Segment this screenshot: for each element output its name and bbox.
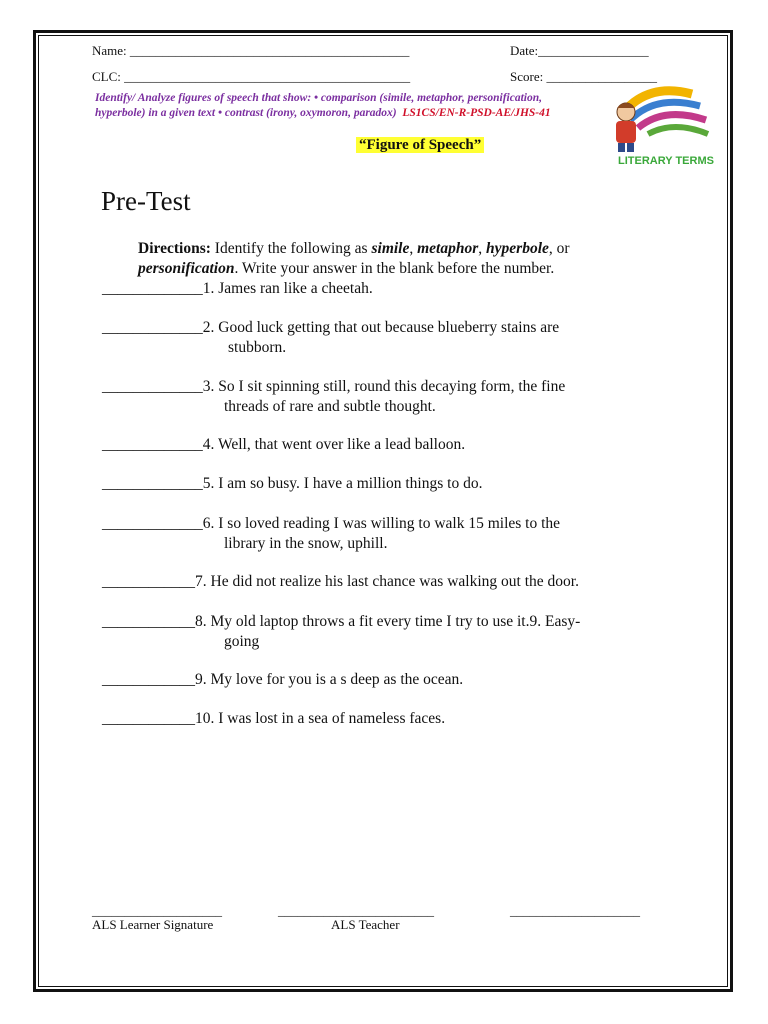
question-8-cont: going <box>224 633 260 650</box>
directions-text: Identify the following as <box>210 240 372 257</box>
topic-heading <box>356 136 484 154</box>
term-hyperbole: hyperbole <box>486 240 549 257</box>
question-9[interactable]: ____________9. My love for you is a s deep as the ocean. <box>102 671 464 688</box>
directions-sep: , <box>409 240 418 257</box>
question-5[interactable]: _____________5. I am so busy. I have a million things to do. <box>102 475 483 492</box>
question-10[interactable]: ____________10. I was lost in a sea of nameless faces. <box>102 710 446 727</box>
question-6[interactable]: _____________6. I so loved reading I was willing to walk 15 miles to the <box>102 515 561 532</box>
score-field[interactable]: Score: _________________ <box>510 69 657 84</box>
teacher-signature-line[interactable]: ________________________ <box>278 903 434 918</box>
question-3[interactable]: _____________3. So I sit spinning still, round this decaying form, the fine <box>102 378 566 395</box>
date-field[interactable]: Date:_________________ <box>510 43 649 58</box>
term-personification: personification <box>138 260 235 277</box>
directions-line-1 <box>138 239 570 259</box>
directions-sep: , <box>478 240 487 257</box>
page-title: Pre-Test <box>101 186 191 216</box>
directions-line-2 <box>138 259 554 279</box>
topic-highlight: “Figure of Speech” <box>356 137 484 153</box>
objective-text: hyperbole) in a given text • contrast (irony, oxymoron, paradox) <box>95 107 397 119</box>
page-border-inner <box>38 35 728 987</box>
question-3-cont: threads of rare and subtle thought. <box>224 398 436 415</box>
question-6-cont: library in the snow, uphill. <box>224 535 388 552</box>
question-4[interactable]: _____________4. Well, that went over like a lead balloon. <box>102 436 466 453</box>
third-signature-line[interactable]: ____________________ <box>510 903 640 918</box>
directions-label: Directions: <box>138 240 211 257</box>
teacher-signature-label: ALS Teacher <box>331 917 400 932</box>
directions-text: . Write your answer in the blank before the number. <box>234 260 555 277</box>
logo-caption: LITERARY TERMS <box>618 155 714 167</box>
learner-signature-line[interactable]: ____________________ <box>92 903 222 918</box>
objective-line-2 <box>95 106 551 120</box>
learner-signature-label: ALS Learner Signature <box>92 917 214 932</box>
competency-code: LS1CS/EN-R-PSD-AE/JHS-41 <box>402 107 551 119</box>
question-2-cont: stubborn. <box>228 339 287 356</box>
name-field[interactable]: Name: ___________________________________________ <box>92 43 410 58</box>
directions-sep: , or <box>548 240 570 257</box>
term-metaphor: metaphor <box>417 240 479 257</box>
objective-line-1: Identify/ Analyze figures of speech that show: • comparison (simile, metaphor, personification, <box>95 92 543 104</box>
literary-terms-logo <box>608 84 724 170</box>
clc-field[interactable]: CLC: ____________________________________________ <box>92 69 411 84</box>
question-7[interactable]: ____________7. He did not realize his last chance was walking out the door. <box>102 573 579 590</box>
question-2[interactable]: _____________2. Good luck getting that out because blueberry stains are <box>102 319 560 336</box>
question-8[interactable]: ____________8. My old laptop throws a fit every time I try to use it.9. Easy- <box>102 613 581 630</box>
question-1[interactable]: _____________1. James ran like a cheetah. <box>102 280 373 297</box>
term-simile: simile <box>371 240 410 257</box>
literary-terms-illustration-icon <box>608 84 724 170</box>
